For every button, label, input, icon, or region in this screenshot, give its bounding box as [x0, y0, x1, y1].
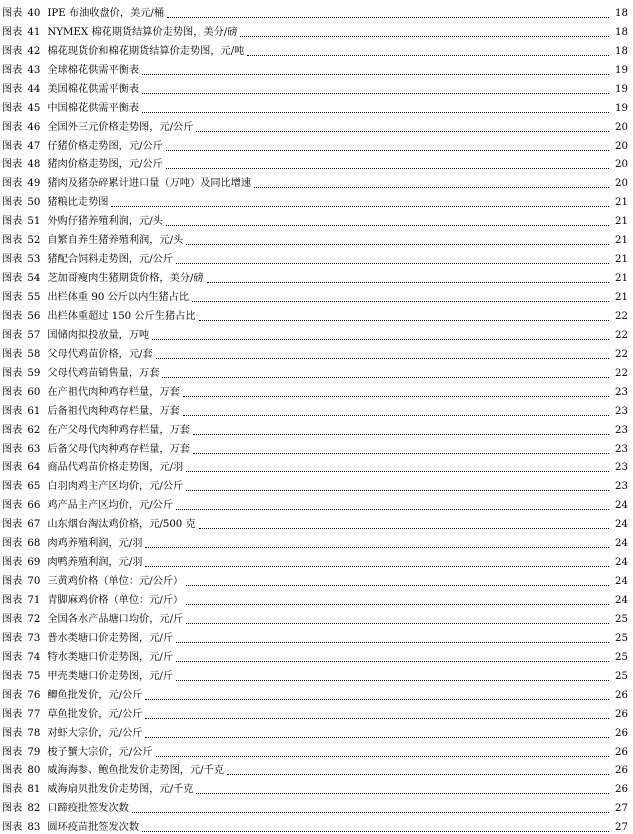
figure-number: 77 — [27, 708, 41, 720]
figure-number: 69 — [27, 557, 41, 569]
figure-title: 猪配合饲料走势图，元/公斤 — [47, 254, 174, 266]
dot-leader — [186, 585, 609, 586]
figure-number: 57 — [27, 329, 41, 341]
figure-number: 79 — [27, 746, 41, 758]
figure-label: 图表 — [2, 348, 23, 360]
figure-label: 图表 — [2, 595, 23, 606]
figure-number: 63 — [27, 443, 41, 455]
figure-label: 图表 — [2, 197, 23, 209]
page-number: 22 — [615, 310, 628, 322]
toc-entry[interactable] — [0, 531, 633, 550]
figure-title: 甲壳类塘口价走势图，元/斤 — [47, 670, 174, 682]
toc-entry[interactable] — [0, 796, 633, 815]
page-number: 24 — [615, 500, 628, 512]
figure-label: 图表 — [2, 784, 23, 796]
figure-label: 图表 — [2, 235, 23, 247]
toc-entry[interactable] — [0, 361, 633, 380]
figure-label: 图表 — [2, 83, 23, 95]
toc-entry[interactable] — [0, 323, 633, 342]
dot-leader — [176, 263, 609, 264]
figure-number: 50 — [27, 197, 41, 209]
figure-title: 对虾大宗价，元/公斤 — [47, 727, 143, 739]
toc-entry[interactable] — [0, 437, 633, 456]
page-number: 24 — [615, 538, 628, 550]
toc-entry[interactable] — [0, 607, 633, 626]
toc-entry[interactable] — [0, 550, 633, 569]
figure-number: 61 — [27, 405, 41, 417]
figure-label: 图表 — [2, 670, 23, 682]
figure-label: 图表 — [2, 178, 23, 190]
dot-leader — [142, 74, 609, 75]
figure-label: 图表 — [2, 424, 23, 436]
figure-title: 威海扇贝批发价走势图，元/千克 — [47, 784, 194, 796]
page-number: 21 — [615, 292, 628, 303]
toc-entry[interactable] — [0, 626, 633, 645]
figure-label: 图表 — [2, 822, 23, 834]
toc-entry[interactable] — [0, 304, 633, 323]
figure-title: 在产祖代肉种鸡存栏量，万套 — [47, 386, 180, 398]
dot-leader — [186, 471, 609, 472]
page-number: 18 — [615, 7, 628, 19]
figure-number: 73 — [27, 632, 41, 644]
toc-entry[interactable] — [0, 190, 633, 209]
figure-label: 图表 — [2, 292, 23, 303]
dot-leader — [145, 718, 609, 719]
figure-number: 75 — [27, 670, 41, 682]
figure-title: 国储肉拟投放量，万吨 — [47, 329, 150, 341]
dot-leader — [176, 642, 609, 643]
figure-title: NYMEX 棉花期货结算价走势图，美分/磅 — [47, 26, 238, 38]
figure-title: 出栏体重超过 150 公斤生猪占比 — [47, 310, 196, 322]
figure-number: 41 — [27, 26, 41, 38]
figure-number: 82 — [27, 803, 41, 815]
toc-entry[interactable] — [0, 20, 633, 39]
page-number: 19 — [615, 102, 628, 114]
figure-title: 三黄鸡价格（单位：元/公斤） — [47, 576, 184, 588]
toc-entry[interactable] — [0, 418, 633, 437]
figure-label: 图表 — [2, 519, 23, 531]
figure-number: 46 — [27, 121, 41, 133]
page-number: 20 — [615, 178, 628, 190]
figure-title: 父母代鸡苗销售量，万套 — [47, 367, 160, 379]
figure-number: 67 — [27, 519, 41, 531]
figure-number: 47 — [27, 140, 41, 152]
figure-title: 美国棉花供需平衡表 — [47, 83, 140, 95]
figure-title: 梭子蟹大宗价，元/公斤 — [47, 746, 153, 758]
toc-entry[interactable] — [0, 134, 633, 153]
dot-leader — [156, 756, 609, 757]
figure-label: 图表 — [2, 367, 23, 379]
page-number: 19 — [615, 83, 628, 95]
page-number: 24 — [615, 519, 628, 531]
dot-leader — [193, 434, 609, 435]
dot-leader — [145, 699, 609, 700]
toc-entry[interactable] — [0, 645, 633, 664]
dot-leader — [142, 831, 609, 832]
figure-number: 62 — [27, 424, 41, 436]
toc-entry[interactable] — [0, 777, 633, 796]
figure-number: 42 — [27, 45, 41, 57]
figure-label: 图表 — [2, 159, 23, 171]
figure-label: 图表 — [2, 746, 23, 758]
dot-leader — [193, 453, 609, 454]
figure-title: 全国外三元价格走势图，元/公斤 — [47, 121, 194, 133]
figure-title: 后备父母代肉种鸡存栏量，万套 — [47, 443, 190, 455]
figure-label: 图表 — [2, 443, 23, 455]
toc-entry[interactable] — [0, 39, 633, 58]
toc-entry[interactable] — [0, 1, 633, 20]
toc-entry[interactable] — [0, 683, 633, 702]
figure-number: 76 — [27, 689, 41, 701]
toc-entry[interactable] — [0, 721, 633, 740]
toc-entry[interactable] — [0, 815, 633, 834]
page-number: 18 — [615, 45, 628, 57]
figure-label: 图表 — [2, 45, 23, 57]
figure-title: 商品代鸡苗价格走势图，元/羽 — [47, 462, 184, 474]
figure-label: 图表 — [2, 651, 23, 663]
figure-title: 中国棉花供需平衡表 — [47, 102, 140, 114]
page-number: 26 — [615, 765, 628, 777]
figure-number: 66 — [27, 500, 41, 512]
page-number: 22 — [615, 329, 628, 341]
page-number: 24 — [615, 557, 628, 569]
toc-entry[interactable] — [0, 399, 633, 418]
figure-label: 图表 — [2, 632, 23, 644]
dot-leader — [254, 187, 609, 188]
figure-label: 图表 — [2, 462, 23, 474]
figure-number: 71 — [27, 595, 41, 606]
figure-number: 49 — [27, 178, 41, 190]
toc-entry[interactable] — [0, 740, 633, 759]
dot-leader — [152, 339, 609, 340]
figure-number: 53 — [27, 254, 41, 266]
figure-label: 图表 — [2, 405, 23, 417]
toc-entry[interactable] — [0, 209, 633, 228]
figure-label: 图表 — [2, 273, 23, 285]
figure-label: 图表 — [2, 254, 23, 266]
figure-label: 图表 — [2, 538, 23, 550]
dot-leader — [240, 36, 609, 37]
toc-entry[interactable] — [0, 702, 633, 721]
toc-entry[interactable] — [0, 664, 633, 683]
dot-leader — [145, 737, 609, 738]
figure-label: 图表 — [2, 727, 23, 739]
figure-number: 44 — [27, 83, 41, 95]
dot-leader — [196, 793, 609, 794]
toc-entry[interactable] — [0, 342, 633, 361]
page-number: 21 — [615, 197, 628, 209]
figure-title: 口蹄疫批签发次数 — [47, 803, 129, 815]
toc-entry[interactable] — [0, 228, 633, 247]
figure-number: 68 — [27, 538, 41, 550]
figure-number: 74 — [27, 651, 41, 663]
figure-title: 仔猪价格走势图，元/公斤 — [47, 140, 163, 152]
dot-leader — [192, 301, 609, 302]
page-number: 21 — [615, 254, 628, 266]
figure-number: 54 — [27, 273, 41, 285]
dot-leader — [167, 17, 609, 18]
page-number: 27 — [615, 803, 628, 815]
page-number: 21 — [615, 273, 628, 285]
figure-title: 棉花现货价和棉花期货结算价走势图，元/吨 — [47, 45, 245, 57]
page-number: 25 — [615, 670, 628, 682]
figure-label: 图表 — [2, 102, 23, 114]
toc-entry[interactable] — [0, 474, 633, 493]
toc-entry[interactable] — [0, 569, 633, 588]
figure-number: 51 — [27, 216, 41, 228]
figure-title: 鸡产品主产区均价，元/公斤 — [47, 500, 174, 512]
figure-label: 图表 — [2, 64, 23, 76]
page-number: 23 — [615, 481, 628, 493]
page-number: 22 — [615, 348, 628, 360]
toc-entry[interactable] — [0, 512, 633, 531]
figure-title: 肉鸡养殖利润，元/羽 — [47, 538, 143, 550]
page-number: 22 — [615, 367, 628, 379]
toc-entry[interactable] — [0, 96, 633, 115]
figure-number: 78 — [27, 727, 41, 739]
figure-number: 60 — [27, 386, 41, 398]
toc-entry[interactable] — [0, 380, 633, 399]
figure-number: 83 — [27, 822, 41, 834]
page-number: 20 — [615, 159, 628, 171]
figure-title: 猪肉及猪杂碎累计进口量（万吨）及同比增速 — [47, 178, 252, 190]
dot-leader — [247, 55, 609, 56]
dot-leader — [162, 377, 609, 378]
page-number: 18 — [615, 26, 628, 38]
figure-title: 青脚麻鸡价格（单位：元/斤） — [47, 595, 184, 606]
toc-entry[interactable] — [0, 266, 633, 285]
figure-label: 图表 — [2, 386, 23, 398]
figure-title: 全球棉花供需平衡表 — [47, 64, 140, 76]
dot-leader — [142, 93, 609, 94]
figure-title: 特水类塘口价走势图，元/斤 — [47, 651, 174, 663]
figure-title: 在产父母代肉种鸡存栏量，万套 — [47, 424, 190, 436]
toc-entry[interactable] — [0, 493, 633, 512]
figure-label: 图表 — [2, 7, 23, 19]
figure-title: 后备祖代肉种鸡存栏量，万套 — [47, 405, 180, 417]
figure-label: 图表 — [2, 689, 23, 701]
toc-entry[interactable] — [0, 456, 633, 475]
page-number: 23 — [615, 443, 628, 455]
figure-number: 48 — [27, 159, 41, 171]
figure-number: 72 — [27, 613, 41, 625]
page-number: 26 — [615, 689, 628, 701]
figure-label: 图表 — [2, 140, 23, 152]
page-number: 24 — [615, 595, 628, 606]
page-number: 26 — [615, 746, 628, 758]
page-number: 20 — [615, 140, 628, 152]
figure-title: 普水类塘口价走势图，元/斤 — [47, 632, 174, 644]
page-number: 23 — [615, 405, 628, 417]
page-number: 26 — [615, 727, 628, 739]
dot-leader — [199, 320, 609, 321]
figure-title: 猪肉价格走势图，元/公斤 — [47, 159, 163, 171]
figure-number: 40 — [27, 7, 41, 19]
figure-title: 肉鸭养殖利润，元/羽 — [47, 557, 143, 569]
figure-title: 猪粮比走势图 — [47, 197, 109, 209]
page-number: 26 — [615, 784, 628, 796]
figure-title: 山东烟台淘汰鸡价格，元/500 克 — [47, 519, 196, 531]
dot-leader — [176, 509, 609, 510]
page-number: 23 — [615, 386, 628, 398]
dot-leader — [183, 415, 609, 416]
figure-label: 图表 — [2, 121, 23, 133]
page-number: 26 — [615, 708, 628, 720]
toc-entry[interactable] — [0, 759, 633, 778]
figure-title: 全国各水产品塘口均价，元/斤 — [47, 613, 184, 625]
figure-number: 55 — [27, 292, 41, 303]
dot-leader — [156, 358, 609, 359]
dot-leader — [227, 774, 609, 775]
page-number: 23 — [615, 424, 628, 436]
dot-leader — [176, 680, 609, 681]
figure-title: 圆环疫苗批签发次数 — [47, 822, 140, 834]
figure-title: 威海海参、鲍鱼批发价走势图，元/千克 — [47, 765, 224, 777]
page-number: 24 — [615, 576, 628, 588]
dot-leader — [132, 812, 609, 813]
figure-label: 图表 — [2, 310, 23, 322]
toc-entry[interactable] — [0, 588, 633, 607]
figure-label: 图表 — [2, 557, 23, 569]
toc-entry[interactable] — [0, 77, 633, 96]
dot-leader — [142, 112, 609, 113]
page-number: 23 — [615, 462, 628, 474]
dot-leader — [186, 244, 609, 245]
dot-leader — [176, 661, 609, 662]
figure-number: 45 — [27, 102, 41, 114]
figure-title: 白羽肉鸡主产区均价，元/公斤 — [47, 481, 184, 493]
figure-title: 草鱼批发价，元/公斤 — [47, 708, 143, 720]
dot-leader — [183, 396, 609, 397]
dot-leader — [145, 547, 609, 548]
dot-leader — [166, 150, 609, 151]
figure-label: 图表 — [2, 613, 23, 625]
figure-title: 外购仔猪养殖利润，元/头 — [47, 216, 163, 228]
figure-label: 图表 — [2, 803, 23, 815]
figure-label: 图表 — [2, 26, 23, 38]
page-number: 25 — [615, 651, 628, 663]
toc-entry[interactable] — [0, 285, 633, 304]
toc-entry[interactable] — [0, 58, 633, 77]
dot-leader — [207, 282, 609, 283]
figure-label: 图表 — [2, 765, 23, 777]
page-number: 25 — [615, 613, 628, 625]
figure-number: 56 — [27, 310, 41, 322]
figure-number: 58 — [27, 348, 41, 360]
figure-label: 图表 — [2, 708, 23, 720]
dot-leader — [199, 528, 609, 529]
figure-label: 图表 — [2, 576, 23, 588]
figure-label: 图表 — [2, 329, 23, 341]
page-number: 20 — [615, 121, 628, 133]
figure-title: 芝加哥瘦肉生猪期货价格，美分/磅 — [47, 273, 204, 285]
figure-number: 81 — [27, 784, 41, 796]
page-number: 25 — [615, 632, 628, 644]
dot-leader — [186, 623, 609, 624]
figure-label: 图表 — [2, 481, 23, 493]
figure-label: 图表 — [2, 216, 23, 228]
figure-number: 43 — [27, 64, 41, 76]
figure-number: 52 — [27, 235, 41, 247]
figure-title: IPE 布油收盘价，美元/桶 — [47, 7, 165, 19]
page-number: 21 — [615, 216, 628, 228]
dot-leader — [166, 225, 609, 226]
page-number: 19 — [615, 64, 628, 76]
figure-label: 图表 — [2, 500, 23, 512]
figure-number: 70 — [27, 576, 41, 588]
figure-title: 自繁自养生猪养殖利润，元/头 — [47, 235, 184, 247]
dot-leader — [186, 604, 609, 605]
dot-leader — [196, 131, 609, 132]
toc-entry[interactable] — [0, 171, 633, 190]
figure-number: 64 — [27, 462, 41, 474]
figure-title: 出栏体重 90 公斤以内生猪占比 — [47, 292, 190, 303]
dot-leader — [145, 566, 609, 567]
figure-title: 鲫鱼批发价，元/公斤 — [47, 689, 143, 701]
dot-leader — [111, 206, 609, 207]
figure-number: 65 — [27, 481, 41, 493]
figure-number: 80 — [27, 765, 41, 777]
toc-entry[interactable] — [0, 115, 633, 134]
page-number: 27 — [615, 822, 628, 834]
toc-entry[interactable] — [0, 153, 633, 172]
dot-leader — [166, 168, 609, 169]
dot-leader — [186, 490, 609, 491]
figure-title: 父母代鸡苗价格，元/套 — [47, 348, 153, 360]
figure-number: 59 — [27, 367, 41, 379]
toc-entry[interactable] — [0, 247, 633, 266]
page-number: 21 — [615, 235, 628, 247]
